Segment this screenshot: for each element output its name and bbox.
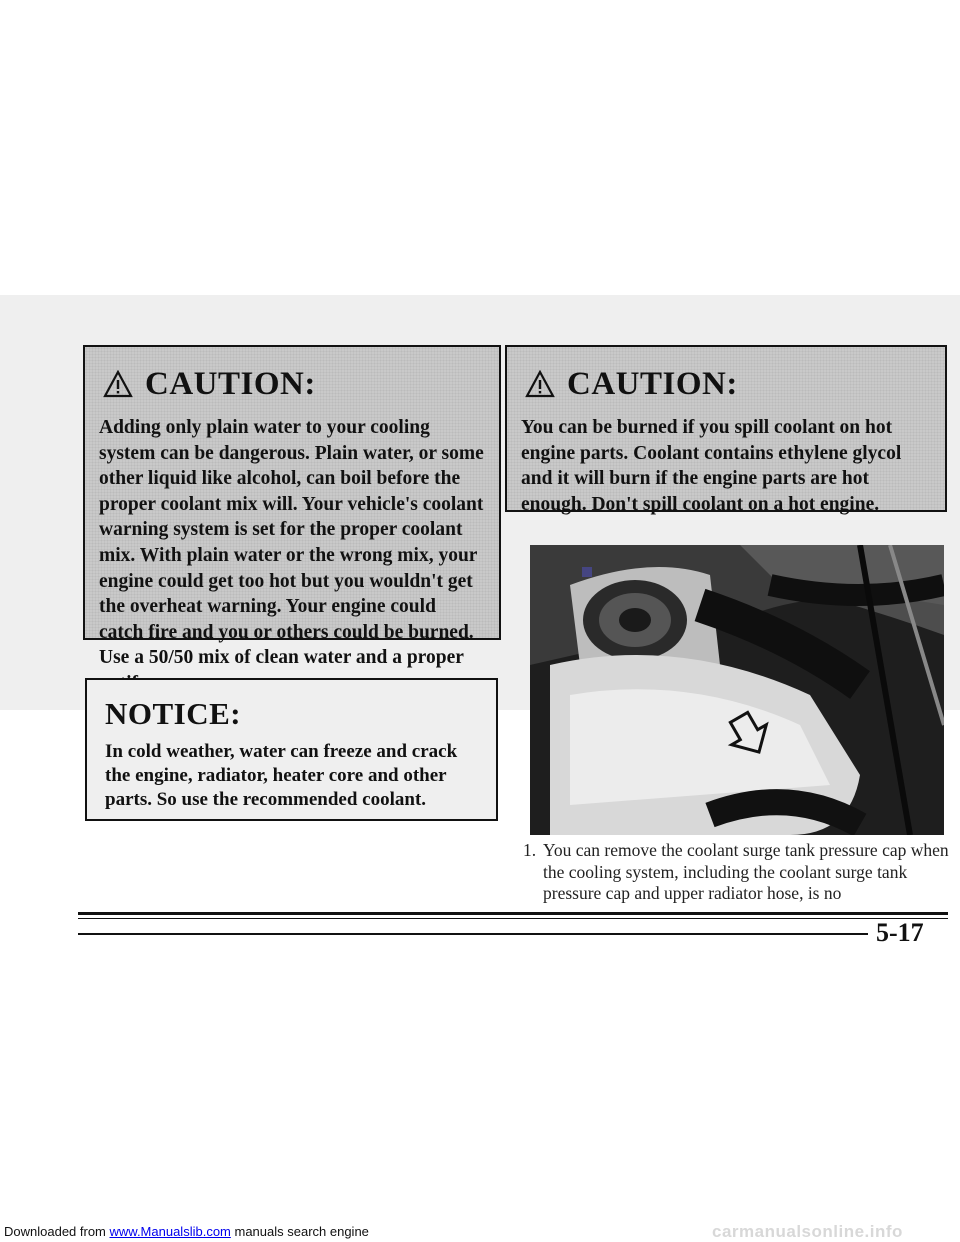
step-text: You can remove the coolant surge tank pressure cap when the cooling system, including the coolant surge tank pressure cap and upper radiator hose, is no <box>543 840 949 904</box>
page-rule <box>78 918 948 919</box>
warning-triangle-icon <box>103 370 133 398</box>
watermark: carmanualsonline.info <box>712 1222 903 1241</box>
engine-photo <box>530 545 944 835</box>
notice-text: In cold weather, water can freeze and crack the engine, radiator, heater core and other parts. So use the recommended coolant. <box>105 741 458 810</box>
caution-header <box>103 361 499 407</box>
step-number: 1. <box>523 840 537 860</box>
warning-triangle-icon <box>525 370 555 398</box>
download-footer <box>4 1224 369 1239</box>
manualslib-link[interactable]: www.Manualslib.com <box>109 1224 231 1239</box>
caution-title: CAUTION: <box>145 365 316 402</box>
caution-text: You can be burned if you spill coolant on hot engine parts. Coolant contains ethylene glycol and it will burn if the engine parts are hot enough. Don't spill coolant on a hot engine. <box>521 417 902 515</box>
caution-title: CAUTION: <box>567 365 738 402</box>
notice-title: NOTICE: <box>105 696 242 731</box>
notice-box <box>85 678 498 821</box>
page-number: 5-17 <box>876 918 924 947</box>
caution-box-spill-coolant <box>505 345 947 515</box>
footer-suffix: manuals search engine <box>230 1224 369 1239</box>
procedure-step <box>523 840 953 905</box>
page-rule <box>78 912 948 915</box>
caution-box-cooling-water <box>83 345 501 669</box>
page-rule <box>78 933 868 935</box>
footer-prefix: Downloaded from <box>4 1224 110 1239</box>
procedure-steps <box>523 840 953 905</box>
engine-photo-illustration <box>530 545 944 835</box>
caution-header <box>525 361 945 407</box>
caution-text: Adding only plain water to your cooling system can be dangerous. Plain water, or some other liquid like alcohol, can boil before the proper coolant mix will. Your vehicle's coolant warning system is set for the proper coolant mix. With plain water or the wrong mix, your engine could get too hot but you wouldn't get the overheat warning. Your engine could catch fire and you or others could be burned. Use a 50/50 mix of clean water and a proper <box>99 417 484 669</box>
